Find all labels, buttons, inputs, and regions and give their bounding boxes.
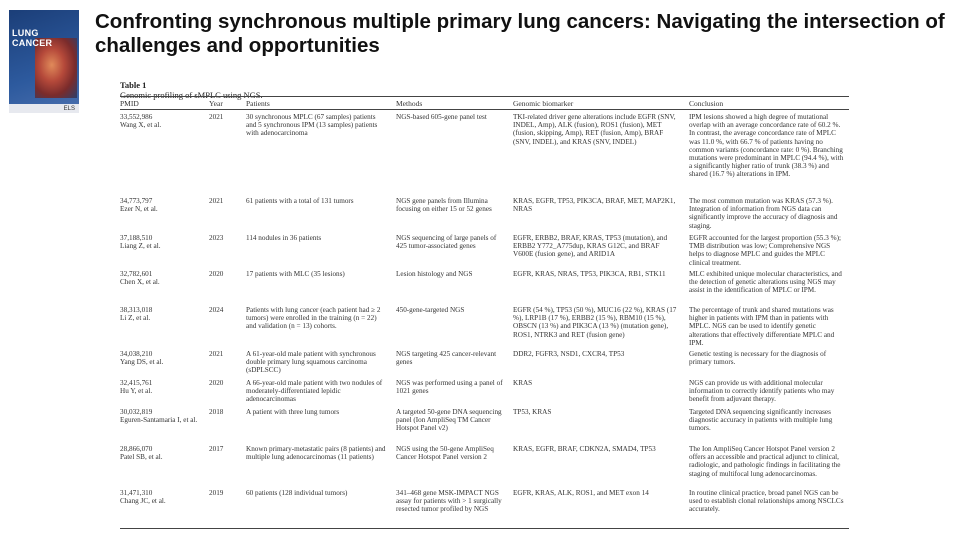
cell-biomarker: EGFR, KRAS, NRAS, TP53, PIK3CA, RB1, STK11	[513, 270, 666, 278]
cell-year: 2021	[209, 197, 224, 205]
cell-conclusion: EGFR accounted for the largest proportion (55.3 %); TMB distribution was low; Comprehensive NGS helps to diagnose MPLC and guides the MPLC clinical treatment.	[689, 234, 841, 267]
table-header-rule	[120, 109, 849, 110]
cell-conclusion: NGS can provide us with additional molecular information to correctly identify patients who may benefit from adjuvant therapy.	[689, 379, 835, 404]
cell-biomarker: EGFR (54 %), TP53 (50 %), MUC16 (22 %), KRAS (17 %), LRP1B (17 %), ERBB2 (15 %), RBM10 (15 %), OBSCN (13 %) and PIK3CA (13 %) (mutation gene), ROS1, NTRK3 and RET (fusion gene)	[513, 306, 677, 339]
cell-pmid: 30,032,819 Eguren-Santamaria I, et al.	[120, 408, 198, 425]
cell-biomarker: TKI-related driver gene alterations include EGFR (SNV, INDEL, Amp), ALK (fusion), ROS1 (fusion), MET (fusion, skipping, Amp), RET (fusion, Amp), BRAF (SNV, INDEL), and KRAS (SNV, INDEL)	[513, 113, 676, 146]
cell-patients: 30 synchronous MPLC (67 samples) patients and 5 synchronous IPM (13 samples) patients with adenocarcinoma	[246, 113, 378, 138]
cell-methods: 341–468 gene MSK-IMPACT NGS assay for patients with > 1 surgically resected tumor profiled by NGS	[396, 489, 502, 514]
header-year: Year	[209, 99, 223, 108]
cell-conclusion: IPM lesions showed a high degree of mutational overlap with an average concordance rate of 60.2 %. In contrast, the average concordance rate of MPLC was 11.0 %, with 66.7 % of patients having no common variants (concordance rate: 0 %). Branching mutations were predominant in MPLC (94.4 %), with a significantly higher ratio of trunk (38.3 %) and shared (16.7 %) alterations in IPM.	[689, 113, 844, 179]
cell-conclusion: Genetic testing is necessary for the diagnosis of primary tumors.	[689, 350, 827, 367]
cell-year: 2017	[209, 445, 224, 453]
cell-pmid: 37,188,510 Liang Z, et al.	[120, 234, 161, 251]
cell-patients: A 61-year-old male patient with synchronous double primary lung squamous carcinoma (sDPLSCC)	[246, 350, 376, 375]
cell-year: 2018	[209, 408, 224, 416]
cell-year: 2021	[209, 113, 224, 121]
cell-patients: Known primary-metastatic pairs (8 patients) and multiple lung adenocarcinomas (11 patients)	[246, 445, 386, 462]
cell-conclusion: Targeted DNA sequencing significantly increases diagnostic accuracy in patients with multiple lung tumors.	[689, 408, 833, 433]
header-genomic-biomarker: Genomic biomarker	[513, 99, 574, 108]
cell-pmid: 34,773,797 Ezer N, et al.	[120, 197, 158, 214]
table-caption	[120, 81, 263, 100]
cell-biomarker: KRAS, EGFR, TP53, PIK3CA, BRAF, MET, MAP2K1, NRAS	[513, 197, 676, 214]
cell-pmid: 31,471,310 Chang JC, et al.	[120, 489, 166, 506]
cell-patients: 61 patients with a total of 131 tumors	[246, 197, 354, 205]
cell-conclusion: The Ion AmpliSeq Cancer Hotspot Panel version 2 offers an accessible and practical adjunct to clinical, radiologic, and pathologic findings in facilitating the staging of multifocal lung adenocarcinomas.	[689, 445, 841, 478]
cell-pmid: 32,415,761 Hu Y, et al.	[120, 379, 153, 396]
cell-methods: NGS targeting 425 cancer-relevant genes	[396, 350, 497, 367]
cell-methods: NGS using the 50-gene AmpliSeq Cancer Hotspot Panel version 2	[396, 445, 494, 462]
publisher-badge: ELS	[63, 106, 75, 112]
cell-biomarker: KRAS, EGFR, BRAF, CDKN2A, SMAD4, TP53	[513, 445, 656, 453]
header-pmid: PMID	[120, 99, 139, 108]
cell-methods: Lesion histology and NGS	[396, 270, 473, 278]
cell-methods: NGS sequencing of large panels of 425 tumor-associated genes	[396, 234, 497, 251]
cell-conclusion: In routine clinical practice, broad panel NGS can be used to establish clonal relationships among NSCLCs accurately.	[689, 489, 844, 514]
cell-pmid: 34,038,210 Yang DS, et al.	[120, 350, 164, 367]
cell-patients: Patients with lung cancer (each patient had ≥ 2 tumors) were enrolled in the training (n = 22) and validation (n = 13) cohorts.	[246, 306, 381, 331]
journal-logo: LUNG CANCER	[12, 28, 53, 48]
cell-pmid: 32,782,601 Chen X, et al.	[120, 270, 160, 287]
cell-year: 2020	[209, 270, 224, 278]
cell-year: 2021	[209, 350, 224, 358]
cell-biomarker: EGFR, ERBB2, BRAF, KRAS, TP53 (mutation), and ERBB2 Y772_A775dup, KRAS G12C, and BRAF V600E (fusion gene), and ARID1A	[513, 234, 668, 259]
header-patients: Patients	[246, 99, 270, 108]
cell-conclusion: The percentage of trunk and shared mutations was higher in patients with IPM than in patients with MPLC. NGS can be used to identify genetic alterations that effectively differentiate MPLC and IPM.	[689, 306, 835, 347]
cell-biomarker: DDR2, FGFR3, NSD1, CXCR4, TP53	[513, 350, 625, 358]
header-methods: Methods	[396, 99, 423, 108]
header-conclusion: Conclusion	[689, 99, 724, 108]
cell-methods: A targeted 50-gene DNA sequencing panel (Ion AmpliSeq TM Cancer Hotspot Panel v2)	[396, 408, 502, 433]
cell-conclusion: MLC exhibited unique molecular characteristics, and the detection of genetic alterations using NGS may assist in the identification of MPLC or IPM.	[689, 270, 842, 295]
cell-patients: 114 nodules in 36 patients	[246, 234, 322, 242]
cell-pmid: 33,552,986 Wang X, et al.	[120, 113, 162, 130]
cell-patients: A 66-year-old male patient with two nodules of moderately-differentiated lepidic adenocarcinomas	[246, 379, 383, 404]
cell-methods: NGS gene panels from Illumina focusing on either 15 or 52 genes	[396, 197, 492, 214]
cell-year: 2020	[209, 379, 224, 387]
cell-pmid: 38,313,018 Li Z, et al.	[120, 306, 153, 323]
cell-biomarker: KRAS	[513, 379, 533, 387]
cell-patients: 60 patients (128 individual tumors)	[246, 489, 348, 497]
table-top-rule	[120, 96, 849, 97]
cell-methods: NGS was performed using a panel of 1021 genes	[396, 379, 503, 396]
journal-cover-thumbnail	[9, 10, 79, 113]
table-caption-text: Genomic profiling of sMPLC using NGS.	[120, 89, 263, 100]
cell-biomarker: TP53, KRAS	[513, 408, 552, 416]
cell-pmid: 28,866,070 Patel SB, et al.	[120, 445, 163, 462]
cell-year: 2019	[209, 489, 224, 497]
cell-biomarker: EGFR, KRAS, ALK, ROS1, and MET exon 14	[513, 489, 649, 497]
cell-patients: A patient with three lung tumors	[246, 408, 340, 416]
cell-conclusion: The most common mutation was KRAS (57.3 %). Integration of information from NGS data can significantly improve the accuracy of diagnosis and staging.	[689, 197, 838, 230]
cell-patients: 17 patients with MLC (35 lesions)	[246, 270, 345, 278]
table-bottom-rule	[120, 528, 849, 529]
cell-methods: NGS-based 605-gene panel test	[396, 113, 487, 121]
cell-methods: 450-gene-targeted NGS	[396, 306, 465, 314]
table-label: Table 1	[120, 80, 147, 90]
cell-year: 2023	[209, 234, 224, 242]
slide-title: Confronting synchronous multiple primary lung cancers: Navigating the intersection of challenges and opportunities	[95, 10, 945, 57]
cell-year: 2024	[209, 306, 224, 314]
